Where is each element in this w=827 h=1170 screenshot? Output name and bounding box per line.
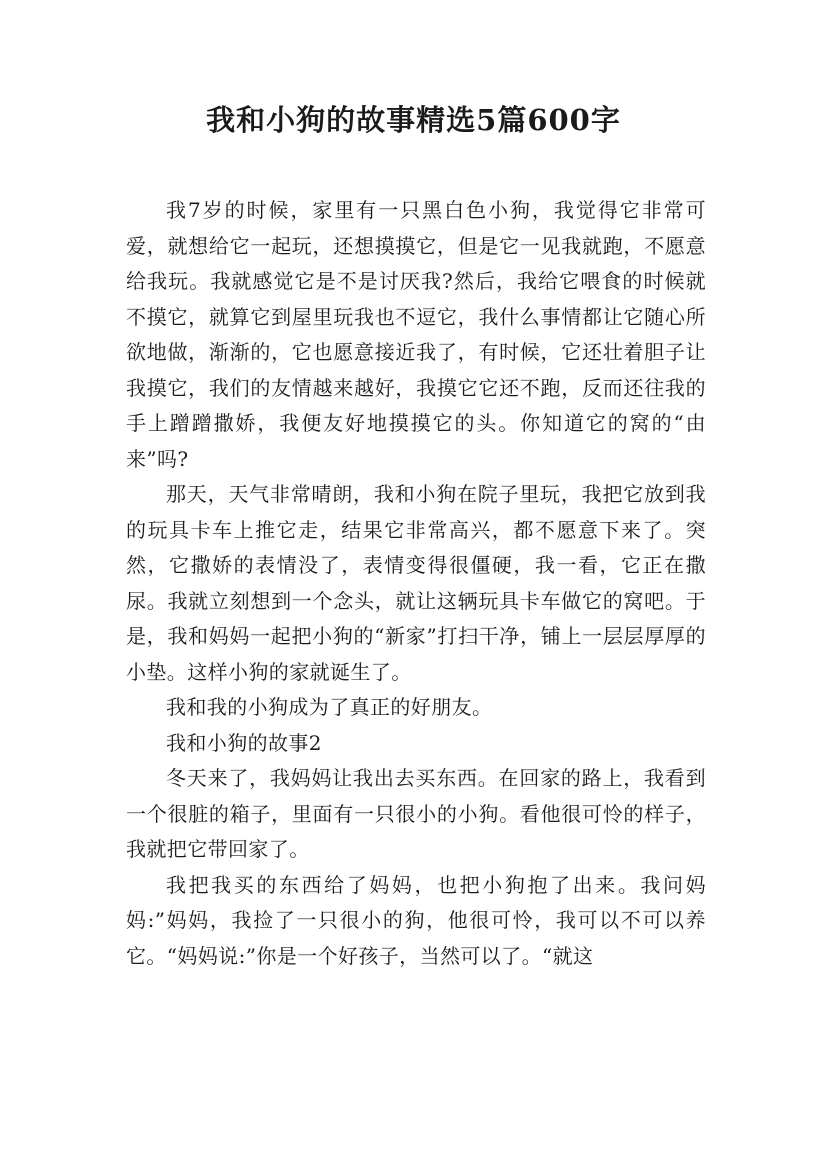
paragraph: 那天，天气非常晴朗，我和小狗在院子里玩，我把它放到我的玩具卡车上推它走，结果它非常高兴，都不愿意下来了。突然，它撒娇的表情没了，表情变得很僵硬，我一看，它正在撒尿。我就立刻想到一个念头，就让这辆玩具卡车做它的窝吧。于是，我和妈妈一起把小狗的“新家”打扫干净，铺上一层层厚厚的小垫。这样小狗的家就诞生了。 [126, 482, 706, 684]
paragraph: 我7岁的时候，家里有一只黑白色小狗，我觉得它非常可爱，就想给它一起玩，还想摸摸它，但是它一见我就跑，不愿意给我玩。我就感觉它是不是讨厌我?然后，我给它喂食的时候就不摸它，就算它到屋里玩我也不逗它，我什么事情都让它随心所欲地做，渐渐的，它也愿意接近我了，有时候，它还壮着胆子让我摸它，我们的友情越来越好，我摸它它还不跑，反而还往我的手上蹭蹭撒娇，我便友好地摸摸它的头。你知道它的窝的“由来”吗? [126, 198, 706, 471]
document-title: 我和小狗的故事精选5篇600字 [206, 103, 621, 137]
paragraph: 我和我的小狗成为了真正的好朋友。 [166, 695, 493, 719]
paragraph: 冬天来了，我妈妈让我出去买东西。在回家的路上，我看到一个很脏的箱子，里面有一只很小的小狗。看他很可怜的样子，我就把它带回家了。 [126, 766, 706, 861]
section-heading: 我和小狗的故事2 [166, 730, 322, 755]
document-body [126, 193, 706, 974]
paragraph: 我把我买的东西给了妈妈，也把小狗抱了出来。我问妈妈:”妈妈，我捡了一只很小的狗，他很可怜，我可以不可以养它。“妈妈说:”你是一个好孩子，当然可以了。“就这 [126, 872, 706, 968]
